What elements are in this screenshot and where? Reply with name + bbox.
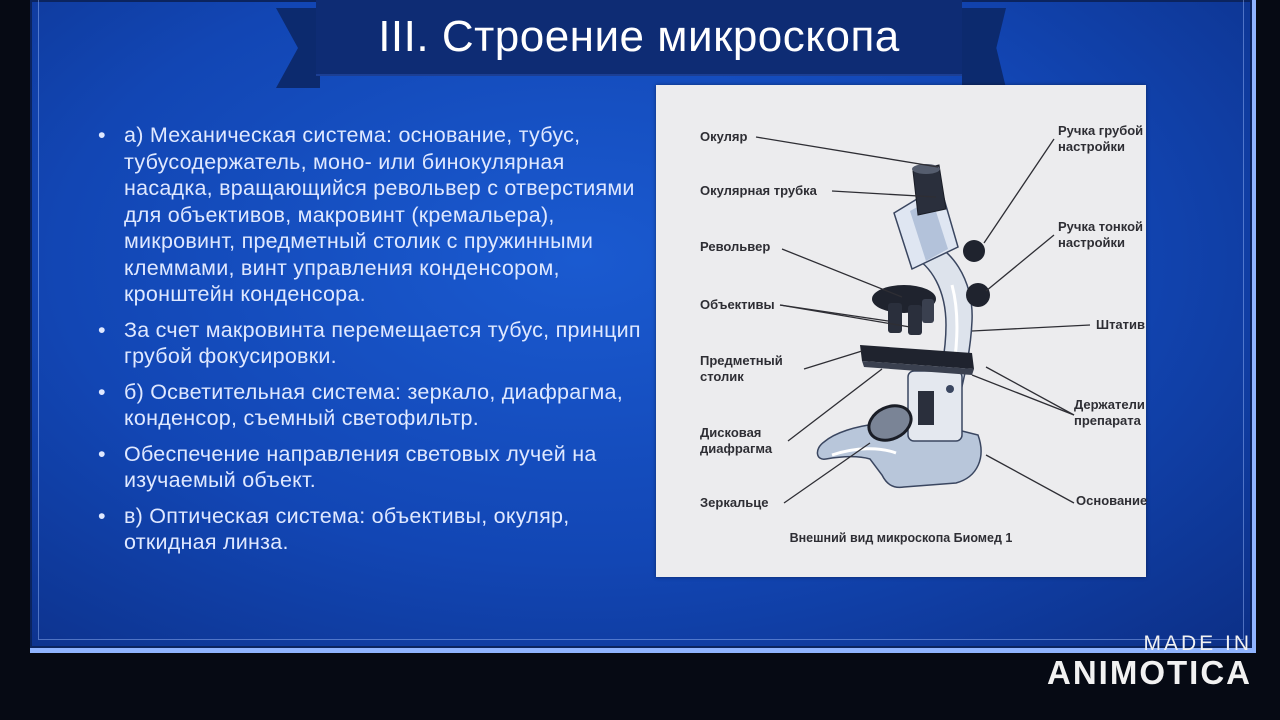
label-eyepiece: Окуляр <box>700 129 748 144</box>
label-objectives: Объективы <box>700 297 775 312</box>
label-stage: Предметный столик <box>700 353 783 384</box>
slide-title: III. Строение микроскопа <box>378 12 900 61</box>
bullet-list <box>98 122 658 565</box>
label-mirror: Зеркальце <box>700 495 769 510</box>
bullet-item <box>98 122 658 308</box>
label-slide-holders: Держатели препарата <box>1074 397 1145 428</box>
bullet-text: За счет макровинта перемещается тубус, принцип грубой фокусировки. <box>124 317 641 368</box>
bullet-text: а) Механическая система: основание, тубус, тубусодержатель, моно- или бинокулярная насадка, вращающийся револьвер с отверстиями для объективов, макровинт (кремальера), микровинт, предметный столик с пружинными клеммами, винт управления конденсором, кронштейн конденсора. <box>124 123 635 306</box>
label-fine-knob: Ручка тонкой настройки <box>1058 219 1144 250</box>
bullet-item <box>98 317 658 370</box>
presentation-slide <box>30 0 1256 653</box>
bullet-item <box>98 503 658 556</box>
label-stand: Штатив <box>1096 317 1146 332</box>
label-base: Основание <box>1076 493 1148 508</box>
watermark-line-2: ANIMOTICA <box>1047 654 1252 691</box>
figure-caption: Внешний вид микроскопа Биомед 1 <box>789 531 1013 545</box>
label-coarse-knob: Ручка грубой настройки <box>1058 123 1144 154</box>
bullet-text: Обеспечение направления световых лучей на изучаемый объект. <box>124 441 597 492</box>
bullet-marker: • <box>98 123 106 147</box>
animotica-watermark <box>1047 632 1252 692</box>
watermark-line-1: MADE IN <box>1143 632 1252 655</box>
label-disc-diaphragm: Дисковая диафрагма <box>700 425 773 456</box>
bullet-text: в) Оптическая система: объективы, окуляр, откидная линза. <box>124 503 570 554</box>
bullet-marker: • <box>98 379 106 404</box>
bullet-marker: • <box>98 503 106 528</box>
bullet-item <box>98 379 658 432</box>
label-revolver: Револьвер <box>700 239 771 254</box>
microscope-figure <box>656 85 1146 577</box>
bullet-marker: • <box>98 317 106 342</box>
bullet-text: б) Осветительная система: зеркало, диафрагма, конденсор, съемный светофильтр. <box>124 379 623 430</box>
bullet-item <box>98 441 658 494</box>
title-banner <box>316 0 962 76</box>
label-eyepiece-tube: Окулярная трубка <box>700 183 817 198</box>
bullet-marker: • <box>98 441 106 466</box>
